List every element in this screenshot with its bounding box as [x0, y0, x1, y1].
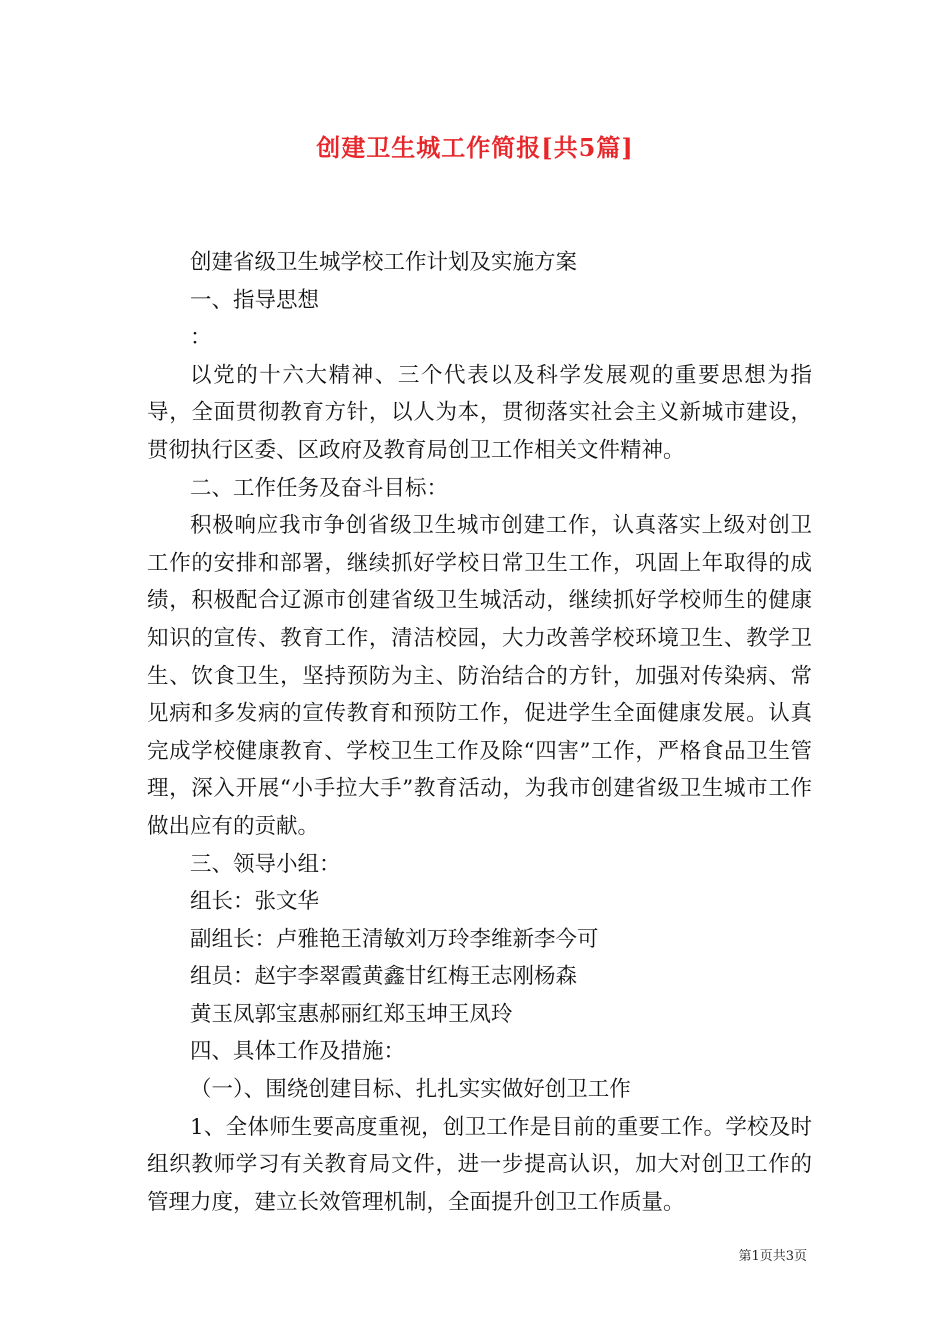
paragraph-members-continued: 黄玉凤郭宝惠郝丽红郑玉坤王凤玲 [190, 1001, 513, 1027]
paragraph-plan-title: 创建省级卫生城学校工作计划及实施方案 [190, 250, 578, 275]
paragraph-colon: ： [190, 325, 212, 351]
subheading-creation-goals: （一）、围绕创建目标、扎扎实实做好创卫工作 [190, 1077, 631, 1103]
paragraph-group-leader: 组长：张文华 [190, 889, 320, 915]
heading-tasks-goals: 二、工作任务及奋斗目标： [190, 475, 449, 501]
page-title: 创建卫生城工作简报[共5篇] [316, 133, 634, 162]
paragraph-members: 组员：赵宇李翠霞黄鑫甘红梅王志刚杨森 [190, 964, 578, 990]
heading-guiding-thought: 一、指导思想 [190, 287, 320, 313]
paragraph-measure-1: 1、全体师生要高度重视，创卫工作是目前的重要工作。学校及时组织教师学习有关教育局文件，进一步提高认识，加大对创卫工作的管理力度，建立长效管理机制，全面提升创卫工作质量。 [147, 1114, 812, 1215]
paragraph-deputy-leaders: 副组长：卢雅艳王清敏刘万玲李维新李今可 [190, 926, 599, 952]
paragraph-guiding-content: 以党的十六大精神、三个代表以及科学发展观的重要思想为指导，全面贯彻教育方针，以人为本，贯彻落实社会主义新城市建设，贯彻执行区委、区政府及教育局创卫工作相关文件精神。 [147, 362, 812, 463]
document-body [147, 244, 812, 1221]
page-number: 第1页共3页 [738, 1249, 807, 1264]
heading-specific-measures: 四、具体工作及措施： [190, 1039, 406, 1065]
heading-leadership-group: 三、领导小组： [190, 851, 341, 877]
paragraph-tasks-content: 积极响应我市争创省级卫生城市创建工作，认真落实上级对创卫工作的安排和部署，继续抓好学校日常卫生工作，巩固上年取得的成绩，积极配合辽源市创建省级卫生城活动，继续抓好学校师生的健康知识的宣传、教育工作，清洁校园，大力改善学校环境卫生、教学卫生、饮食卫生，坚持预防为主、防治结合的方针，加强对传染病、常见病和多发病的宣传教育和预防工作，促进学生全面健康发展。认真完成学校健康教育、学校卫生工作及除“四害”工作，严格食品卫生管理，深入开展“小手拉大手”教育活动，为我市创建省级卫生城市工作做出应有的贡献。 [147, 513, 812, 839]
